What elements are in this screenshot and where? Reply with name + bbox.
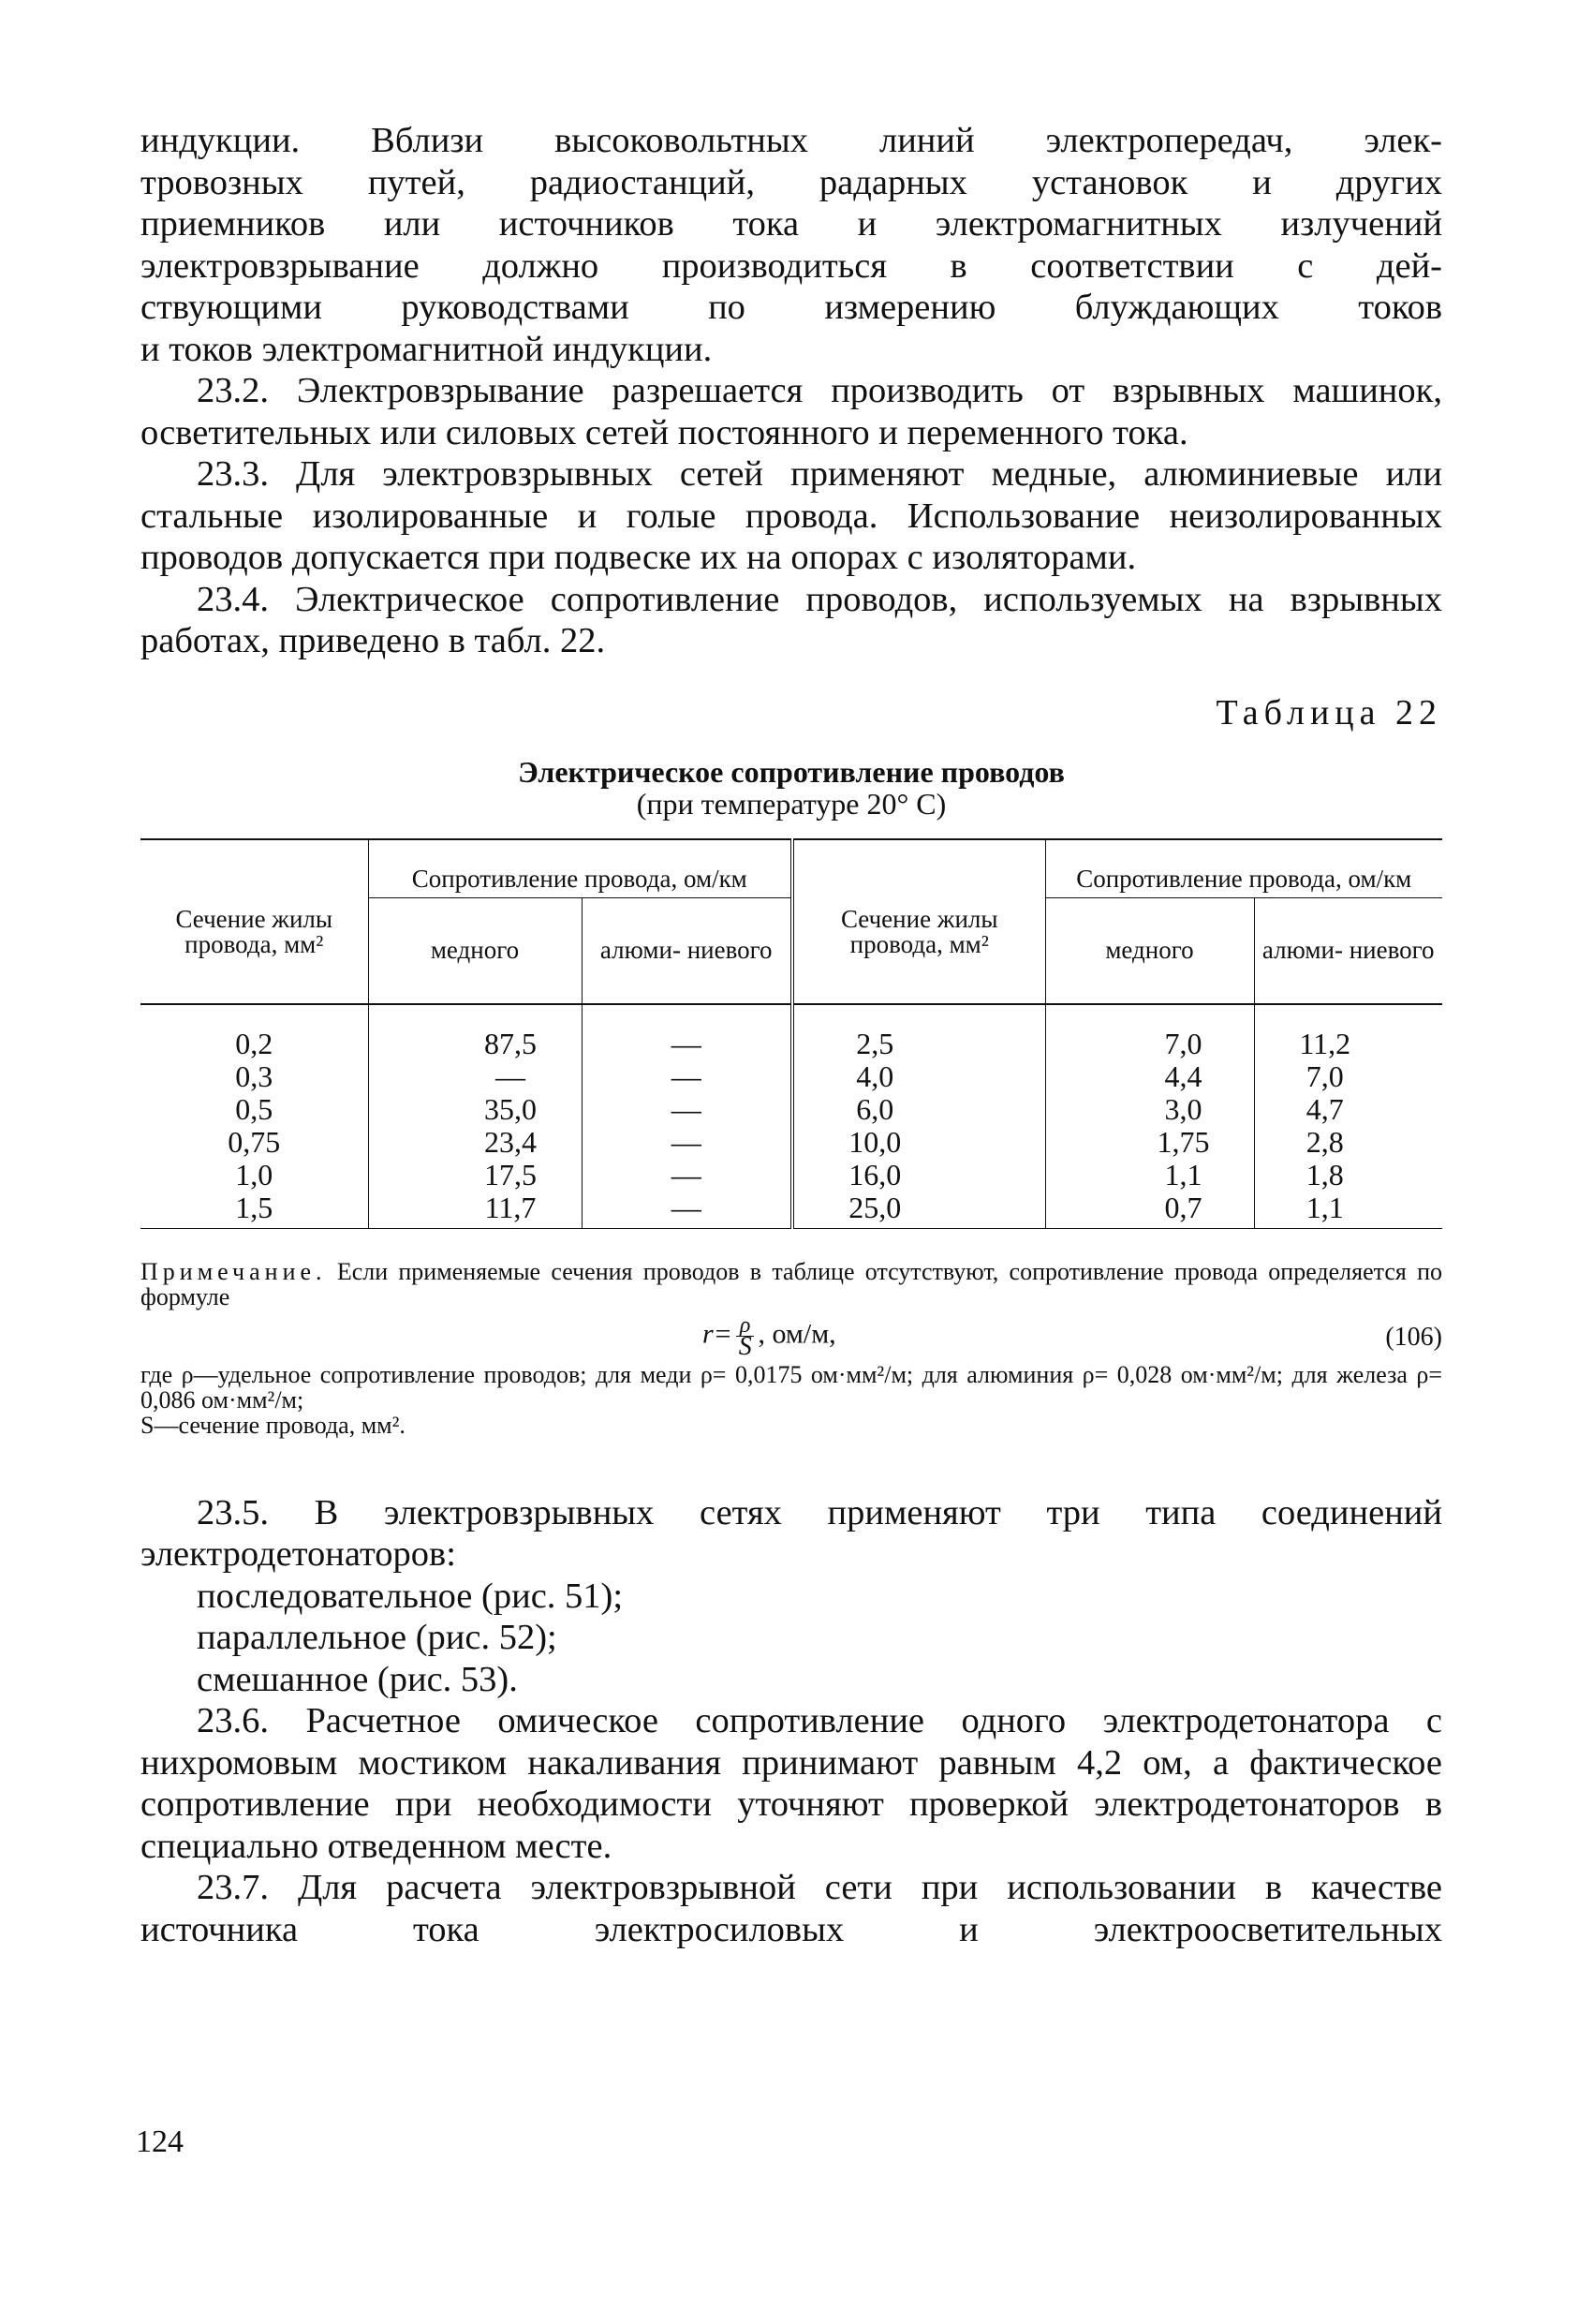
col-aluminum-left (582, 1004, 792, 1229)
table-cell: 1,1 (1305, 1190, 1344, 1224)
table-cell: 1,1 (1164, 1157, 1202, 1192)
table-subtitle: (при температуре 20° С) (636, 786, 947, 821)
intro-line: индукции. Вблизи высоковольтных линий электропередач, элек- (140, 121, 1442, 160)
connection-type-item: смешанное (рис. 53). (197, 1659, 518, 1699)
page-number: 124 (136, 2124, 184, 2159)
table-cell: 35,0 (484, 1091, 537, 1126)
header-resistance-right: Сопротивление провода, ом/км (1045, 839, 1442, 898)
table-cell: 1,75 (1157, 1124, 1210, 1159)
section-23-5: 23.5. В электровзрывных сетях применяют три типа соединений электродетонаторов: (140, 1492, 1442, 1574)
table-cell: 2,5 (856, 1026, 894, 1060)
header-section-left: Сечение жилы провода, мм² (140, 839, 368, 1004)
col-section-left (140, 1004, 368, 1229)
resistance-formula (702, 1312, 836, 1361)
table-cell: 0,2 (235, 1026, 273, 1060)
formula-fraction (736, 1312, 755, 1361)
table-cell: 2,8 (1305, 1124, 1344, 1159)
table-number: Таблица 22 (1216, 692, 1442, 733)
table-cell: — (495, 1058, 525, 1093)
table-title: Электрическое сопротивление проводов (518, 754, 1065, 789)
table-cell: — (671, 1026, 701, 1060)
connection-type-item: параллельное (рис. 52); (197, 1618, 557, 1657)
table-cell: 6,0 (856, 1091, 894, 1126)
table-cell: — (671, 1058, 701, 1093)
formula-row (140, 1310, 1442, 1362)
table-cell: 11,2 (1299, 1026, 1351, 1060)
header-resistance-left: Сопротивление провода, ом/км (368, 839, 792, 898)
header-section-right: Сечение жилы провода, мм² (792, 839, 1045, 1004)
intro-paragraph (140, 120, 1442, 370)
table-cell: — (671, 1091, 701, 1126)
intro-line: приемников или источников тока и электромагнитных излучений (140, 204, 1442, 244)
intro-line: и токов электромагнитной индукции. (140, 329, 713, 369)
table-cell: 87,5 (484, 1026, 537, 1060)
table-cell: 25,0 (848, 1190, 902, 1224)
formula-denominator: S (738, 1331, 752, 1361)
table-cell: 16,0 (848, 1157, 902, 1192)
col-copper-right (1045, 1004, 1254, 1229)
col-section-right (792, 1004, 1045, 1229)
formula-unit: , ом/м, (758, 1317, 836, 1349)
header-aluminum-left: алюми- ниевого (582, 897, 792, 1004)
table-cell: 3,0 (1164, 1091, 1202, 1126)
table-cell: 0,5 (235, 1091, 273, 1126)
table-cell: 1,8 (1305, 1157, 1344, 1192)
table-note (140, 1259, 1442, 1310)
section-23-5-block (140, 1492, 1442, 1701)
section-23-2: 23.2. Электровзрывание разрешается производить от взрывных машинок, осветительных или силовых сетей постоянного и переменного тока. (140, 371, 1442, 452)
header-copper-right: медного (1045, 897, 1254, 1004)
section-23-6: 23.6. Расчетное омическое сопротивление одного электродетонатора с нихромовым мостиком накаливания принимают равным 4,2 ом, а фактическое сопротивление при необходимости уточняют проверкой электродетонаторов в специально отведенном месте. (140, 1701, 1442, 1866)
header-copper-left: медного (368, 897, 582, 1004)
table-cell: 17,5 (484, 1157, 537, 1192)
section-23-4: 23.4. Электрическое сопротивление проводов, используемых на взрывных работах, приведено в табл. 22. (140, 579, 1442, 660)
connection-type-item: последовательное (рис. 51); (197, 1576, 624, 1616)
section-23-3: 23.3. Для электровзрывных сетей применяют медные, алюминиевые или стальные изолированные и голые провода. Использование неизолированных проводов допускается при подвеске их на опорах с изоляторами. (140, 454, 1442, 577)
intro-line: тровозных путей, радиостанций, радарных установок и других (140, 162, 1442, 202)
table-cell: — (671, 1124, 701, 1159)
formula-numerator: ρ (736, 1315, 755, 1337)
table-cell: — (671, 1190, 701, 1224)
col-copper-left (368, 1004, 582, 1229)
table-cell: 0,7 (1164, 1190, 1202, 1224)
table-cell: 4,4 (1164, 1058, 1202, 1093)
col-aluminum-right (1254, 1004, 1442, 1229)
table-cell: 4,7 (1305, 1091, 1344, 1126)
intro-line: электровзрывание должно производиться в соответствии с дей- (140, 245, 1442, 286)
page-body (140, 120, 1442, 1950)
table-cell: 7,0 (1164, 1026, 1202, 1060)
table-cell: 11,7 (484, 1190, 537, 1224)
note-s-definition: S—сечение провода, мм². (140, 1411, 406, 1439)
table-cell: 1,5 (235, 1190, 273, 1224)
note-where: где ρ—удельное сопротивление проводов; для меди ρ= 0,0175 ом·мм²/м; для алюминия ρ= 0,028 ом·мм²/м; для железа ρ= 0,086 ом·мм²/м; (140, 1360, 1442, 1414)
table-cell: — (671, 1157, 701, 1192)
note-text: Если применяемые сечения проводов в таблице отсутствуют, сопротивление провода определяется по формуле (140, 1257, 1443, 1310)
table-cell: 4,0 (856, 1058, 894, 1093)
table-cell: 0,75 (228, 1124, 281, 1159)
resistance-table (140, 838, 1442, 1229)
section-23-7: 23.7. Для расчета электровзрывной сети при использовании в качестве источника тока электросиловых и электроосветительных (140, 1868, 1442, 1949)
header-aluminum-right: алюми- ниевого (1254, 897, 1442, 1004)
table-cell: 0,3 (235, 1058, 273, 1093)
table-cell: 10,0 (848, 1124, 902, 1159)
equation-number: (106) (1385, 1322, 1442, 1352)
formula-lhs: r= (702, 1317, 732, 1349)
table-cell: 7,0 (1305, 1058, 1344, 1093)
table-body-row (140, 1004, 1442, 1229)
note-label: Примечание. (140, 1257, 327, 1285)
intro-line: ствующими руководствами по измерению блуждающих токов (140, 288, 1442, 327)
table-cell: 23,4 (484, 1124, 537, 1159)
table-cell: 1,0 (235, 1157, 273, 1192)
